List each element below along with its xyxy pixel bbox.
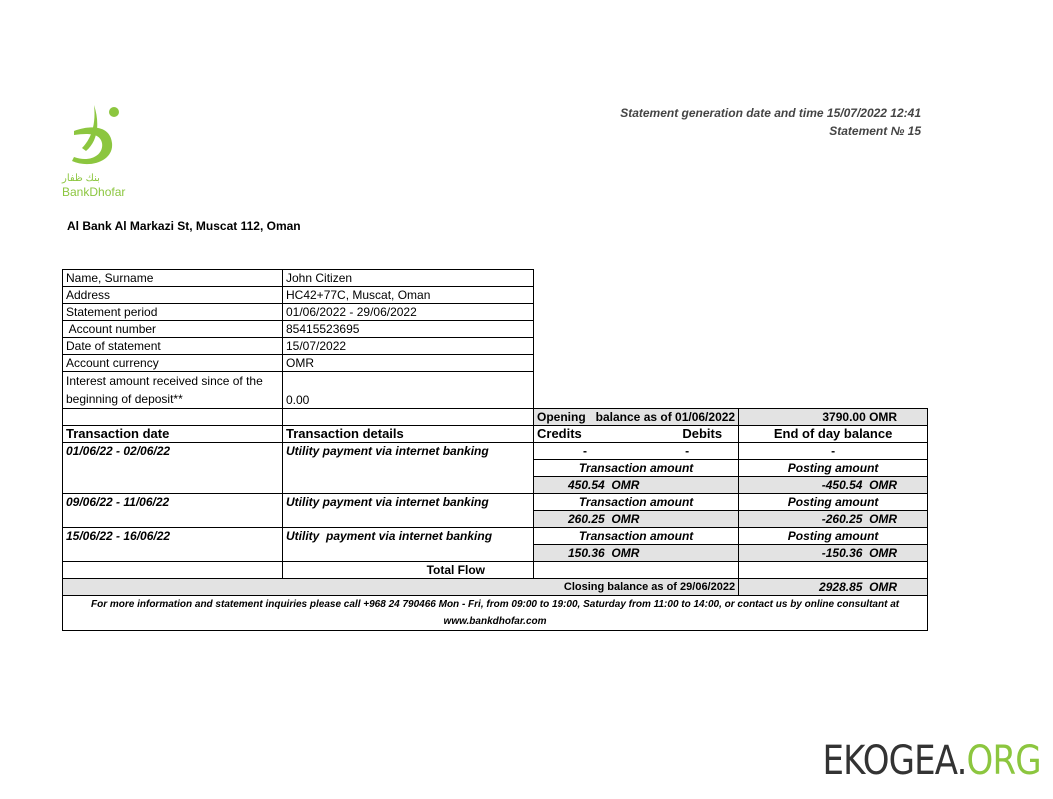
transaction-details: Utility payment via internet banking [283,443,534,494]
col-details: Transaction details [283,426,534,443]
info-label: Address [63,287,283,304]
closing-row [63,579,928,596]
info-row [63,287,928,304]
transaction-amount-label: Transaction amount [534,460,739,477]
info-row [63,304,928,321]
info-value: 01/06/2022 - 29/06/2022 [283,304,534,321]
balance-dash: - [739,443,928,460]
debits-dash: - [636,443,739,460]
transaction-date: 09/06/22 - 11/06/22 [63,494,283,528]
posting-amount: -150.36 OMR [739,545,928,562]
transaction-row [63,494,928,511]
transaction-details: Utility payment via internet banking [283,528,534,562]
closing-value: 2928.85 OMR [739,579,928,596]
info-value: 15/07/2022 [283,338,534,355]
logo-name: BankDhofar [62,185,126,199]
info-value: John Citizen [283,270,534,287]
transaction-amount: 150.36 OMR [534,545,739,562]
info-row [63,355,928,372]
closing-label: Closing balance as of 29/06/2022 [63,579,739,596]
posting-amount-label: Posting amount [739,494,928,511]
transaction-amount: 450.54 OMR [534,477,739,494]
info-row [63,321,928,338]
info-label: Account number [63,321,283,338]
logo-arabic: بنك ظفار [62,173,100,184]
transaction-date: 15/06/22 - 16/06/22 [63,528,283,562]
info-row [63,338,928,355]
transaction-date: 01/06/22 - 02/06/22 [63,443,283,494]
opening-row [63,409,928,426]
transaction-amount: 260.25 OMR [534,511,739,528]
info-row [63,270,928,287]
transaction-row [63,443,928,460]
posting-amount-label: Posting amount [739,528,928,545]
footer-row [63,596,928,631]
info-label: Statement period [63,304,283,321]
credits-dash: - [534,443,637,460]
bank-address: Al Bank Al Markazi St, Muscat 112, Oman [67,219,301,233]
transaction-row [63,528,928,545]
info-label: Name, Surname [63,270,283,287]
statement-header [620,104,921,140]
total-flow-row [63,562,928,579]
transaction-amount-label: Transaction amount [534,494,739,511]
info-label: Account currency [63,355,283,372]
generation-date: Statement generation date and time 15/07/2022 12:41 [620,106,921,120]
opening-value: 3790.00 OMR [739,409,928,426]
info-value: 85415523695 [283,321,534,338]
posting-amount-label: Posting amount [739,460,928,477]
info-value: OMR [283,355,534,372]
watermark-main: EKOGEA. [822,738,967,784]
info-value: 0.00 [283,372,534,409]
statement-table [62,269,928,631]
info-label: Date of statement [63,338,283,355]
info-value: HC42+77C, Muscat, Oman [283,287,534,304]
column-headers [63,426,928,443]
opening-label: Opening balance as of 01/06/2022 [534,409,739,426]
col-balance: End of day balance [739,426,928,443]
info-label: Interest amount received since of the beginning of deposit** [63,372,283,409]
col-credits: Credits [534,426,637,443]
posting-amount: -260.25 OMR [739,511,928,528]
watermark [823,738,1041,784]
statement-number: Statement № 15 [829,124,921,138]
info-row [63,372,928,409]
transaction-amount-label: Transaction amount [534,528,739,545]
col-debits: Debits [636,426,739,443]
watermark-accent: ORG [966,738,1041,784]
col-date: Transaction date [63,426,283,443]
footer-note: For more information and statement inquiries please call +968 24 790466 Mon - Fri, from 09:00 to 19:00, Saturday from 11:00 to 14:00, or contact us by online consultant at www.bankdhofar.com [63,596,928,631]
transaction-details: Utility payment via internet banking [283,494,534,528]
posting-amount: -450.54 OMR [739,477,928,494]
total-flow-label: Total Flow [283,562,534,579]
